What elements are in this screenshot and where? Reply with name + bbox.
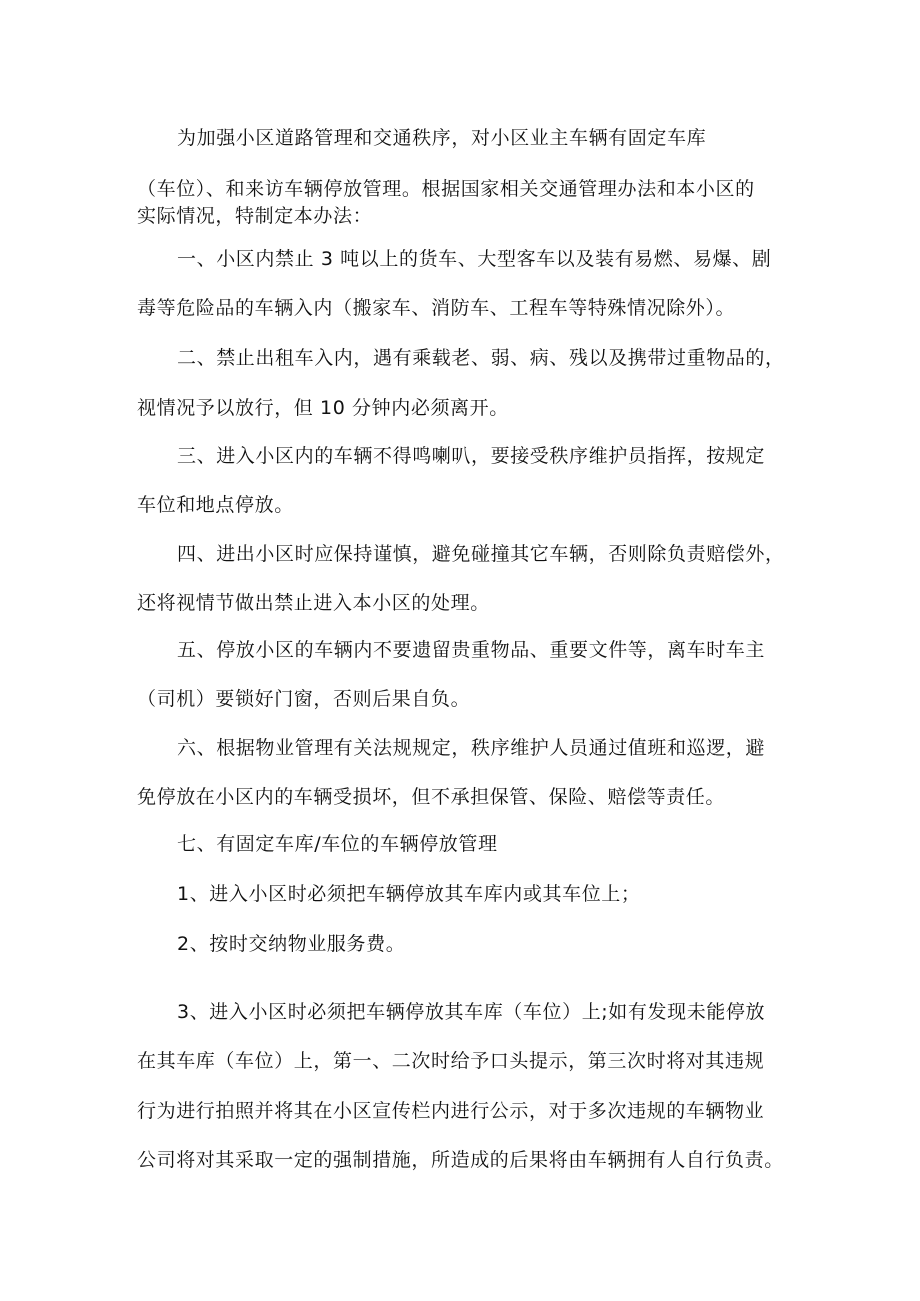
rule-4-line-1: 四、进出小区时应保持谨慎，避免碰撞其它车辆，否则除负责赔偿外， — [177, 543, 785, 565]
intro-line-3: 实际情况，特制定本办法： — [137, 205, 373, 227]
rule-6-line-1: 六、根据物业管理有关法规规定，秩序维护人员通过值班和巡逻，避 — [177, 737, 766, 759]
rule-6-line-2: 免停放在小区内的车辆受损坏，但不承担保管、保险、赔偿等责任。 — [137, 786, 726, 808]
rule-1-line-2: 毒等危险品的车辆入内（搬家车、消防车、工程车等特殊情况除外）。 — [137, 297, 736, 319]
rule-7-2-line: 2、按时交纳物业服务费。 — [177, 933, 406, 955]
rule-4-line-2: 还将视情节做出禁止进入本小区的处理。 — [137, 592, 490, 614]
rule-5-line-1: 五、停放小区的车辆内不要遗留贵重物品、重要文件等，离车时车主 — [177, 639, 766, 661]
rule-2-line-2: 视情况予以放行，但 10 分钟内必须离开。 — [137, 397, 509, 419]
rule-5-line-2: （司机）要锁好门窗，否则后果自负。 — [137, 688, 471, 710]
rule-7-3-line-3: 行为进行拍照并将其在小区宣传栏内进行公示，对于多次违规的车辆物业 — [137, 1100, 765, 1122]
rule-7-3-line-2: 在其车库（车位）上，第一、二次时给予口头提示，第三次时将对其违规 — [137, 1050, 765, 1072]
rule-7-1-line: 1、进入小区时必须把车辆停放其车库内或其车位上； — [177, 883, 641, 905]
rule-7-3-line-4: 公司将对其采取一定的强制措施，所造成的后果将由车辆拥有人自行负责。 — [137, 1149, 784, 1171]
rule-3-line-2: 车位和地点停放。 — [137, 494, 294, 516]
intro-line-1: 为加强小区道路管理和交通秩序，对小区业主车辆有固定车库 — [177, 127, 707, 149]
rule-2-line-1: 二、禁止出租车入内，遇有乘载老、弱、病、残以及携带过重物品的， — [177, 347, 785, 369]
rule-7-heading: 七、有固定车库/车位的车辆停放管理 — [177, 833, 498, 855]
rule-7-3-line-1: 3、进入小区时必须把车辆停放其车库（车位）上;如有发现未能停放 — [177, 1001, 766, 1023]
rule-1-line-1: 一、小区内禁止 3 吨以上的货车、大型客车以及装有易燃、易爆、剧 — [177, 248, 772, 270]
intro-line-2: （车位）、和来访车辆停放管理。根据国家相关交通管理办法和本小区的 — [137, 178, 755, 200]
rule-3-line-1: 三、进入小区内的车辆不得鸣喇叭，要接受秩序维护员指挥，按规定 — [177, 445, 766, 467]
